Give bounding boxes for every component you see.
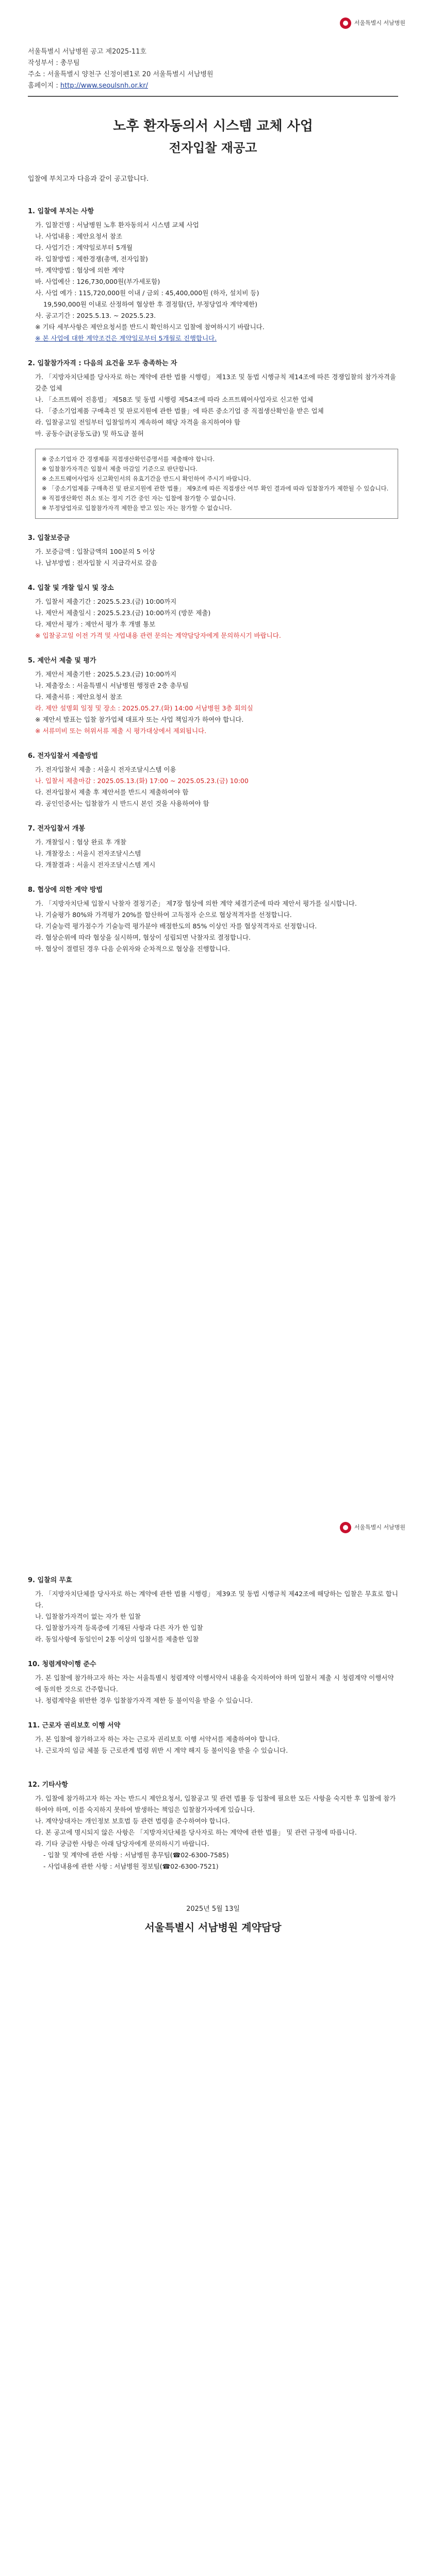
section-heading: 2. 입찰참가자격 : 다음의 요건을 모두 충족하는 자	[28, 360, 177, 367]
section-line: 라. 협상순위에 따라 협상을 실시하며, 협상이 성립되면 낙찰자로 결정합니다.	[35, 934, 251, 941]
section-6	[28, 750, 398, 809]
section-heading: 8. 협상에 의한 계약 방법	[28, 886, 103, 894]
hospital-logo	[340, 18, 405, 29]
section-line: 나. 납부방법 : 전자입찰 시 지급각서로 갈음	[35, 559, 158, 567]
section-line: 가. 「지방자치단체를 당사자로 하는 계약에 관한 법률 시행령」 제13조 및 동법 시행규칙 제14조에 따른 경쟁입찰의 참가자격을 갖춘 업체	[35, 373, 396, 392]
section-line: 다. 전자입찰서 제출 후 제안서를 반드시 제출하여야 함	[35, 788, 189, 796]
section-line: 라. 입찰방법 : 제한경쟁(총액, 전자입찰)	[35, 255, 148, 263]
section-line: 가. 「지방자치단체 입찰시 낙찰자 결정기준」 제7장 협상에 의한 계약 체결기준에 따라 제안서 평가를 실시합니다.	[35, 900, 357, 907]
doc-date: 2025년 5월 13일	[186, 1905, 240, 1913]
section-11	[28, 1720, 398, 1756]
hospital-logo-icon	[340, 1522, 351, 1533]
doc-subtitle: 전자입찰 재공고	[169, 141, 257, 155]
section-line: 가. 입찰에 참가하고자 하는 자는 반드시 제안요청서, 입찰공고 및 관련 법률 등 입찰에 필요한 모든 사항을 숙지한 후 입찰에 참가하여야 하며, 이를 숙지하지 못하여 발생하는 책임은 입찰참가자에게 있습니다.	[35, 1794, 396, 1814]
section-heading: 9. 입찰의 무효	[28, 1577, 72, 1584]
section-heading: 10. 청렴계약이행 준수	[28, 1660, 96, 1668]
hospital-logo-name: 서울특별시 서남병원	[354, 19, 405, 26]
doc-address: 주소 : 서울특별시 양천구 신정이펜1로 20 서울특별시 서남병원	[28, 71, 214, 78]
homepage-link[interactable]: http://www.seoulsnh.or.kr/	[60, 82, 149, 90]
section-line: 다. 사업기간 : 계약일로부터 5개월	[35, 244, 133, 251]
section-heading: 3. 입찰보증금	[28, 534, 70, 542]
document-page-2	[0, 1504, 426, 2576]
section-line: 나. 입찰참가자격이 없는 자가 한 입찰	[35, 1613, 141, 1620]
hospital-logo-icon	[340, 18, 351, 29]
section-note: ※ 본 사업에 대한 계약조건은 계약일로부터 5개월로 진행합니다.	[35, 334, 217, 342]
section-line: 마. 협상이 결렬된 경우 다음 순위자와 순차적으로 협상을 진행합니다.	[35, 945, 230, 953]
section-line: 나. 청렴계약을 위반한 경우 입찰참가자격 제한 등 불이익을 받을 수 있습니다.	[35, 1697, 253, 1704]
section-line: 나. 개찰장소 : 서울시 전자조달시스템	[35, 850, 141, 857]
section-note: ※ 입찰공고일 이전 가격 및 사업내용 관련 문의는 계약담당자에게 문의하시기 바랍니다.	[35, 632, 281, 639]
section-heading: 11. 근로자 권리보호 이행 서약	[28, 1722, 121, 1730]
section-3	[28, 532, 398, 569]
section-line: 사. 사업 예가 : 115,720,000원 이내 / 금외 : 45,400,000원 (하자, 설치비 등)	[35, 289, 259, 297]
section-12	[28, 1779, 398, 1872]
section-line: 나. 입찰서 제출마감 : 2025.05.13.(화) 17:00 ~ 2025.05.23.(금) 10:00	[35, 777, 249, 785]
notice-line: ※ 직접생산확인 취소 또는 정지 기간 중인 자는 입찰에 참가할 수 없습니다.	[42, 495, 236, 502]
section-line: 바. 사업예산 : 126,730,000원(부가세포함)	[35, 278, 160, 285]
section-line: 가. 본 입찰에 참가하고자 하는 자는 서울특별시 청렴계약 이행서약서 내용을 숙지하여야 하며 입찰서 제출 시 청렴계약 이행서약에 동의한 것으로 간주합니다.	[35, 1674, 394, 1693]
section-line: 다. 기술능력 평가점수가 기술능력 평가분야 배점한도의 85% 이상인 자를 협상적격자로 선정합니다.	[35, 922, 317, 930]
section-10	[28, 1658, 398, 1706]
section-2	[28, 358, 398, 519]
section-4	[28, 582, 398, 641]
section-line: 다. 본 공고에 명시되지 않은 사항은 「지방자치단체를 당사자로 하는 계약에 관한 법률」 및 관련 규정에 따릅니다.	[35, 1828, 357, 1836]
notice-line: ※ 중소기업자 간 경쟁제품 직접생산확인증명서를 제출해야 합니다.	[42, 455, 215, 463]
section-line: ※ 기타 세부사항은 제안요청서를 반드시 확인하시고 입찰에 참여하시기 바랍니다.	[35, 323, 265, 331]
section-line: 다. 입찰참가자격 등록증에 기재된 사항과 다른 자가 한 입찰	[35, 1624, 203, 1632]
doc-intro: 입찰에 부치고자 다음과 같이 공고합니다.	[28, 175, 149, 183]
section-line: 가. 입찰건명 : 서남병원 노후 환자동의서 시스템 교체 사업	[35, 221, 199, 229]
section-line: 라. 제안 설명회 일정 및 장소 : 2025.05.27.(화) 14:00 서남병원 3층 회의실	[35, 704, 253, 712]
section-line: 다. 「중소기업제품 구매촉진 및 판로지원에 관한 법률」에 따른 중소기업 중 직접생산확인을 받은 업체	[35, 407, 324, 415]
hospital-logo	[340, 1522, 405, 1533]
doc-dept: 작성부서 : 총무팀	[28, 59, 80, 67]
section-line: 나. 근로자의 임금 체불 등 근로관계 법령 위반 시 계약 해지 등 불이익을 받을 수 있습니다.	[35, 1747, 288, 1754]
section-line: 라. 입찰공고일 전일부터 입찰일까지 계속하여 해당 자격을 유지하여야 함	[35, 418, 241, 426]
notice-line: ※ 부정당업자로 입찰참가자격 제한을 받고 있는 자는 참가할 수 없습니다.	[42, 504, 232, 512]
section-line: 가. 전자입찰서 제출 : 서울시 전자조달시스템 이용	[35, 766, 176, 773]
hospital-logo-name: 서울특별시 서남병원	[354, 1523, 405, 1531]
section-1	[28, 206, 398, 344]
section-line: 나. 제안서 제출일시 : 2025.5.23.(금) 10:00까지 (방문 제출)	[35, 609, 211, 617]
section-line: ※ 제안서 발표는 입찰 참가업체 대표자 또는 사업 책임자가 하여야 합니다.	[35, 716, 244, 723]
homepage-label: 홈페이지 :	[28, 82, 60, 90]
section-heading: 5. 제안서 제출 및 평가	[28, 657, 96, 665]
contact-line: - 입찰 및 계약에 관한 사항 : 서남병원 총무팀(☎02-6300-7585)	[43, 1851, 229, 1859]
doc-homepage	[28, 80, 398, 92]
section-8	[28, 884, 398, 955]
section-line: 나. 계약상대자는 개인정보 보호법 등 관련 법령을 준수하여야 합니다.	[35, 1817, 230, 1825]
section-line: 나. 제출장소 : 서울특별시 서남병원 행정관 2층 총무팀	[35, 682, 189, 689]
doc-number: 서울특별시 서남병원 공고 제2025-11호	[28, 48, 146, 56]
section-line: 가. 제안서 제출기한 : 2025.5.23.(금) 10:00까지	[35, 670, 177, 678]
section-9	[28, 1574, 398, 1645]
section-5	[28, 655, 398, 737]
doc-title: 노후 환자동의서 시스템 교체 사업	[113, 118, 313, 134]
notice-box	[35, 449, 398, 519]
section-note: ※ 서류미비 또는 허위서류 제출 시 평가대상에서 제외됩니다.	[35, 727, 207, 735]
section-line: 다. 개찰결과 : 서울시 전자조달시스템 게시	[35, 861, 156, 869]
section-line: 가. 입찰서 제출기간 : 2025.5.23.(금) 10:00까지	[35, 598, 177, 605]
document-header	[28, 0, 398, 92]
notice-line: ※ 소프트웨어사업자 신고확인서의 유효기간을 반드시 확인하여 주시기 바랍니다.	[42, 475, 251, 482]
contact-line: - 사업내용에 관한 사항 : 서남병원 정보팀(☎02-6300-7521)	[43, 1862, 219, 1870]
section-line: 라. 공인인증서는 입찰참가 시 반드시 본인 것을 사용하여야 함	[35, 800, 209, 807]
doc-issuer: 서울특별시 서남병원 계약담당	[144, 1921, 282, 1934]
notice-line: ※ 입찰참가자격은 입찰서 제출 마감일 기준으로 판단합니다.	[42, 465, 198, 472]
section-line: 가. 「지방자치단체를 당사자로 하는 계약에 관한 법률 시행령」 제39조 및 동법 시행규칙 제42조에 해당하는 입찰은 무효로 합니다.	[35, 1590, 398, 1609]
section-line: 가. 개찰일시 : 협상 완료 후 개찰	[35, 838, 126, 846]
section-heading: 6. 전자입찰서 제출방법	[28, 752, 99, 760]
section-line: 나. 기술평가 80%와 가격평가 20%를 합산하여 고득점자 순으로 협상적격자를 선정합니다.	[35, 911, 292, 919]
section-line: 나. 「소프트웨어 진흥법」 제58조 및 동법 시행령 제54조에 따라 소프트웨어사업자로 신고한 업체	[35, 396, 314, 403]
section-line: 다. 제안서 평가 : 제안서 평가 후 개별 통보	[35, 620, 156, 628]
section-heading: 7. 전자입찰서 개봉	[28, 825, 85, 833]
section-line: 다. 제출서류 : 제안요청서 참조	[35, 693, 122, 701]
notice-line: ※ 「중소기업제품 구매촉진 및 판로지원에 관한 법률」 제9조에 따른 직접생산 여부 확인 결과에 따라 입찰참가가 제한될 수 있습니다.	[42, 485, 389, 492]
section-heading: 4. 입찰 및 개찰 일시 및 장소	[28, 584, 114, 592]
section-line: 사. 공고기간 : 2025.5.13. ~ 2025.5.23.	[35, 312, 156, 319]
section-line: 가. 보증금액 : 입찰금액의 100분의 5 이상	[35, 548, 155, 555]
section-line: 나. 사업내용 : 제안요청서 참조	[35, 232, 122, 240]
section-line: 마. 공동수급(공동도급) 및 하도급 불허	[35, 430, 144, 437]
section-7	[28, 823, 398, 871]
section-heading: 12. 기타사항	[28, 1781, 68, 1789]
section-line: 마. 계약방법 : 협상에 의한 계약	[35, 266, 124, 274]
section-line: 라. 기타 궁금한 사항은 아래 담당자에게 문의하시기 바랍니다.	[35, 1840, 209, 1848]
section-heading: 1. 입찰에 부치는 사항	[28, 208, 94, 215]
header-divider	[28, 96, 398, 97]
section-line: 라. 동일사항에 동일인이 2통 이상의 입찰서를 제출한 입찰	[35, 1635, 199, 1643]
section-line: 가. 본 입찰에 참가하고자 하는 자는 근로자 권리보호 이행 서약서를 제출하여야 합니다.	[35, 1735, 280, 1743]
section-line: 19,590,000원 이내로 산정하여 협상한 후 결정함(단, 부정당업자 계약제한)	[43, 300, 257, 308]
